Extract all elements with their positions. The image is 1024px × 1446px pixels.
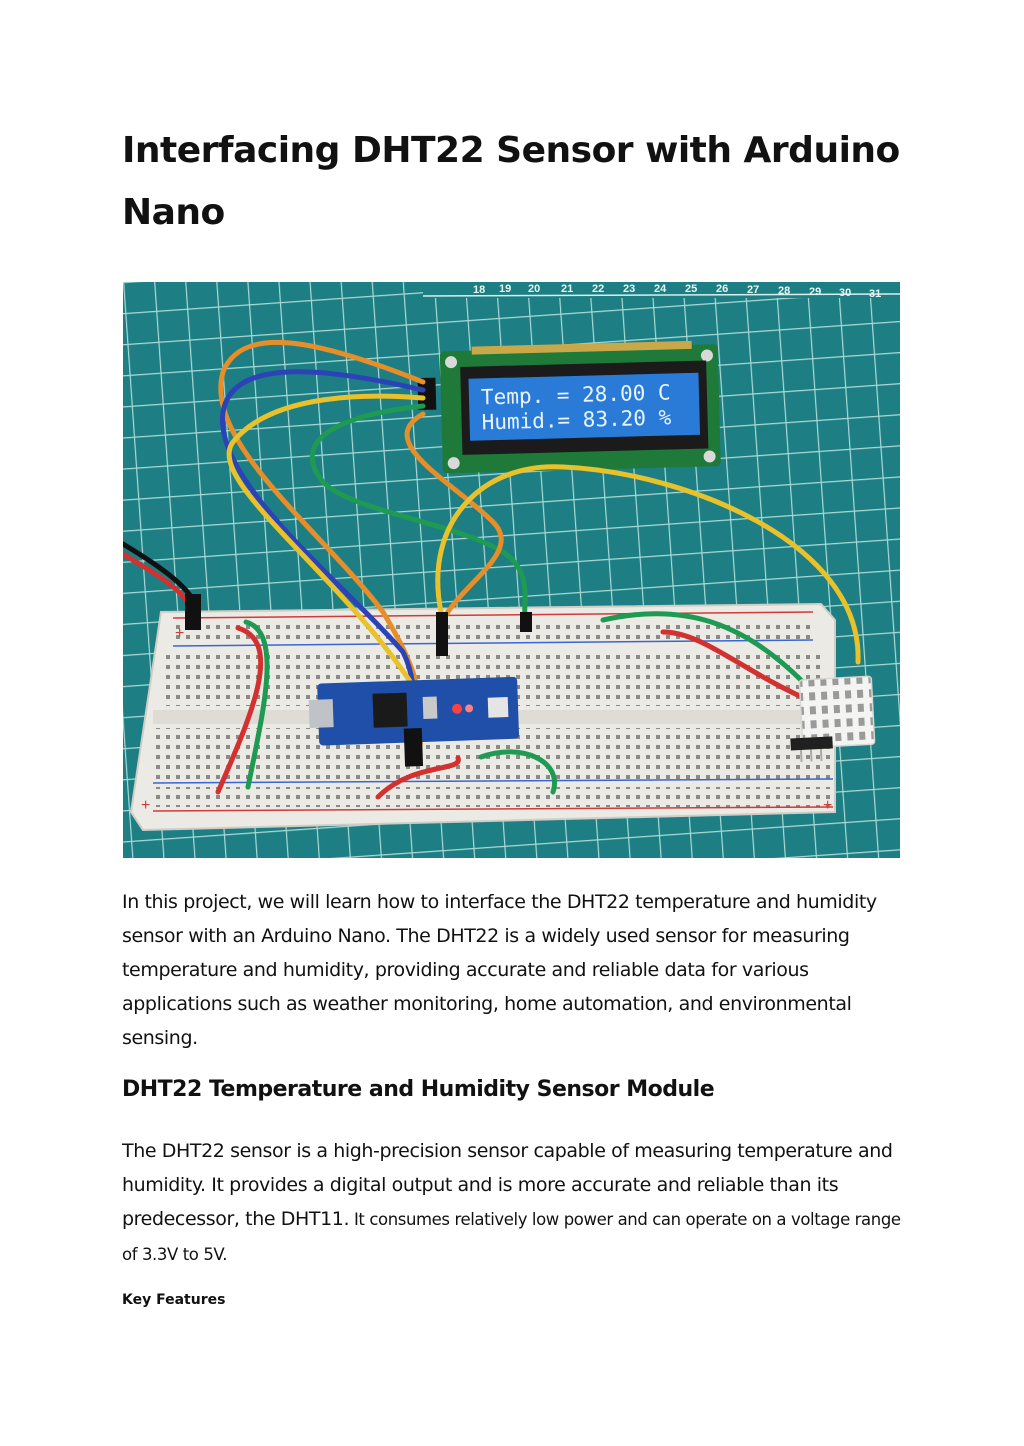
ruler-number: 25 — [685, 283, 698, 295]
ruler-number: 26 — [716, 283, 729, 295]
intro-paragraph: In this project, we will learn how to interface the DHT22 temperature and humidity sensor with an Arduino Nano. The DHT22 is a widely used sensor for measuring temperature and humidity, providing accurate and reliable data for various applications such as weather monitoring, home automation, and environmental sensing. — [122, 891, 877, 1049]
section-paragraph-main: The DHT22 sensor is a high-precision sensor capable of measuring temperature and humidity. It provides a digital output and is more accurate and reliable than its predecessor, the DHT11. — [122, 1140, 893, 1230]
ruler-number: 20 — [528, 283, 541, 295]
lcd-line-2: Humid.= 83.20 % — [481, 405, 672, 435]
lcd-module — [417, 340, 721, 474]
ruler-number: 28 — [778, 285, 791, 297]
circuit-illustration — [123, 282, 900, 858]
ruler-number: 27 — [747, 284, 760, 296]
section-heading: DHT22 Temperature and Humidity Sensor Module — [122, 1077, 715, 1102]
lcd-line-1: Temp. = 28.00 C — [480, 380, 671, 410]
page-title: Interfacing DHT22 Sensor with Arduino Nano — [122, 130, 900, 233]
ruler-number: 30 — [839, 287, 852, 299]
ruler-number: 21 — [561, 283, 574, 295]
section-paragraph — [122, 1134, 912, 1272]
section-paragraph-small: It consumes relatively low power and can operate on a voltage range of 3.3V to 5V. — [122, 1210, 901, 1264]
svg-text:+: + — [823, 797, 833, 814]
ruler-number: 23 — [623, 283, 636, 295]
svg-text:+: + — [141, 797, 151, 814]
ruler-number: 19 — [499, 283, 512, 295]
ruler-number: 29 — [809, 286, 822, 298]
svg-text:+: + — [175, 625, 185, 642]
key-features-heading: Key Features — [122, 1292, 226, 1308]
ruler-strip — [423, 282, 900, 300]
circuit-photo — [123, 282, 900, 858]
ruler-number: 31 — [869, 288, 882, 300]
ruler-number: 18 — [473, 284, 486, 296]
ruler-number: 22 — [592, 283, 605, 295]
ruler-number: 24 — [654, 283, 667, 295]
